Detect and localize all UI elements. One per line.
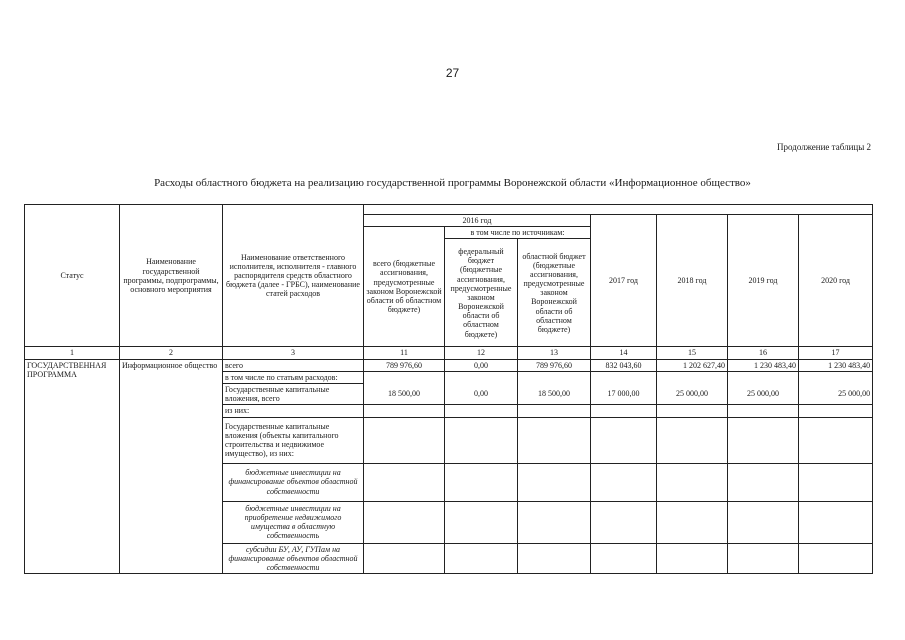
col-number: 12 (445, 347, 518, 359)
row-label: субсидии БУ, АУ, ГУПам на финансирование объектов областной собственности (223, 543, 364, 574)
value-cell (591, 371, 657, 383)
value-cell: 25 000,00 (657, 383, 728, 404)
value-cell (518, 417, 591, 463)
value-cell (364, 543, 445, 574)
value-cell (364, 371, 445, 383)
value-cell: 1 202 627,40 (657, 359, 728, 371)
header-by-sources: в том числе по источникам: (445, 227, 591, 239)
value-cell (591, 405, 657, 417)
value-cell (518, 371, 591, 383)
value-cell (518, 543, 591, 574)
value-cell: 789 976,60 (364, 359, 445, 371)
value-cell (657, 463, 728, 501)
row-label: из них: (223, 405, 364, 417)
value-cell (728, 405, 799, 417)
col-number: 14 (591, 347, 657, 359)
value-cell (657, 501, 728, 543)
value-cell (799, 501, 873, 543)
page-number: 27 (445, 66, 460, 80)
value-cell (364, 417, 445, 463)
value-cell (799, 371, 873, 383)
header-executor: Наименование ответственного исполнителя, исполнителя - главного распорядителя средств областного бюджета (далее - ГРБС), наименование статей расходов (223, 205, 364, 347)
document-title: Расходы областного бюджета на реализацию государственной программы Воронежской области «Информационное общество» (154, 177, 751, 189)
value-cell: 25 000,00 (799, 383, 873, 404)
value-cell (591, 417, 657, 463)
value-cell (364, 501, 445, 543)
header-2019: 2019 год (728, 215, 799, 347)
value-cell (799, 463, 873, 501)
value-cell (364, 405, 445, 417)
value-cell (445, 501, 518, 543)
col-number: 17 (799, 347, 873, 359)
row-label: Государственные капитальные вложения (объекты капитального строительства и недвижимое имущество), из них: (223, 417, 364, 463)
col-number: 3 (223, 347, 364, 359)
program-name-cell: Информационное общество (120, 359, 223, 574)
value-cell: 832 043,60 (591, 359, 657, 371)
header-regional-2016: областной бюджет (бюджетные ассигнования, предусмотренные законом Воронежской области об областном бюджете) (518, 239, 591, 347)
value-cell (364, 463, 445, 501)
header-status: Статус (25, 205, 120, 347)
value-cell (445, 405, 518, 417)
table-continuation-note: Продолжение таблицы 2 (777, 142, 871, 152)
status-cell: ГОСУДАРСТВЕННАЯ ПРОГРАММА (25, 359, 120, 574)
column-number-row (25, 347, 873, 359)
value-cell (445, 417, 518, 463)
value-cell (799, 417, 873, 463)
col-number: 11 (364, 347, 445, 359)
value-cell: 18 500,00 (364, 383, 445, 404)
col-number: 2 (120, 347, 223, 359)
value-cell (591, 501, 657, 543)
value-cell: 1 230 483,40 (799, 359, 873, 371)
header-blank-top (364, 205, 873, 215)
value-cell (799, 543, 873, 574)
col-number: 16 (728, 347, 799, 359)
header-2020: 2020 год (799, 215, 873, 347)
budget-table (24, 204, 873, 574)
value-cell: 17 000,00 (591, 383, 657, 404)
value-cell (728, 463, 799, 501)
header-federal-2016: федеральный бюджет (бюджетные ассигнования, предусмотренные законом Воронежской области об областном бюджете) (445, 239, 518, 347)
col-number: 15 (657, 347, 728, 359)
value-cell (518, 501, 591, 543)
value-cell (591, 543, 657, 574)
value-cell (728, 371, 799, 383)
header-2018: 2018 год (657, 215, 728, 347)
value-cell (445, 463, 518, 501)
value-cell (657, 405, 728, 417)
header-total-2016: всего (бюджетные ассигнования, предусмотренные законом Воронежской области об областном бюджете) (364, 227, 445, 347)
row-label: в том числе по статьям расходов: (223, 371, 364, 383)
col-number: 1 (25, 347, 120, 359)
value-cell (657, 417, 728, 463)
value-cell (728, 501, 799, 543)
value-cell (657, 543, 728, 574)
value-cell: 0,00 (445, 383, 518, 404)
value-cell (445, 371, 518, 383)
row-label: бюджетные инвестиции на приобретение недвижимого имущества в областную собственность (223, 501, 364, 543)
value-cell (518, 405, 591, 417)
row-label: бюджетные инвестиции на финансирование объектов областной собственности (223, 463, 364, 501)
value-cell (657, 371, 728, 383)
value-cell (591, 463, 657, 501)
value-cell: 789 976,60 (518, 359, 591, 371)
value-cell (518, 463, 591, 501)
header-program-name: Наименование государственной программы, подпрограммы, основного мероприятия (120, 205, 223, 347)
value-cell: 1 230 483,40 (728, 359, 799, 371)
header-2017: 2017 год (591, 215, 657, 347)
value-cell: 25 000,00 (728, 383, 799, 404)
col-number: 13 (518, 347, 591, 359)
value-cell: 18 500,00 (518, 383, 591, 404)
header-year-2016: 2016 год (364, 215, 591, 227)
value-cell (728, 543, 799, 574)
value-cell: 0,00 (445, 359, 518, 371)
table-row (25, 359, 873, 371)
value-cell (799, 405, 873, 417)
value-cell (728, 417, 799, 463)
row-label: всего (223, 359, 364, 371)
header-row-top (25, 205, 873, 215)
value-cell (445, 543, 518, 574)
row-label: Государственные капитальные вложения, всего (223, 383, 364, 404)
